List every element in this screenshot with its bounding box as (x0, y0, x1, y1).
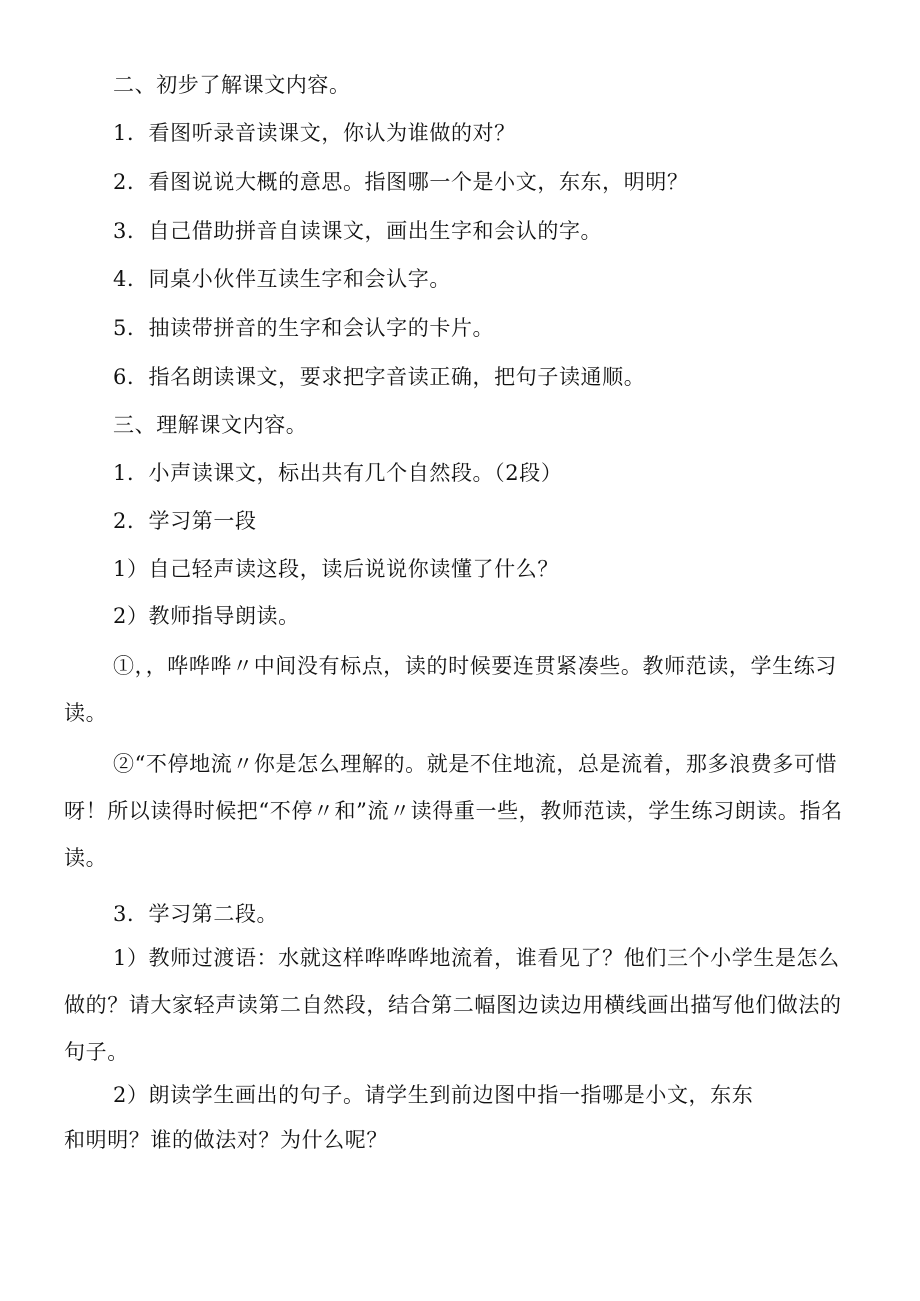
section-heading-3: 三、理解课文内容。 (113, 413, 308, 437)
paragraph-teacher-transition: 1）教师过渡语：水就这样哗哗哗地流着，谁看见了？他们三个小学生是怎么做的？请大家轻声读第二自然段，结合第二幅图边读边用横线画出描写他们做法的句子。 (64, 946, 842, 1064)
list-item-section-3-3: 3．学习第二段。 (113, 902, 279, 926)
list-item-6: 6．指名朗读课文，要求把字音读正确，把句子读通顺。 (113, 365, 646, 389)
paragraph-reading-guidance-2: ②“不停地流〃你是怎么理解的。就是不住地流，总是流着，那多浪费多可惜呀！所以读得时候把“不停〃和”流〃读得重一些，教师范读，学生练习朗读。指名读。 (64, 752, 843, 870)
list-item-2: 2．看图说说大概的意思。指图哪一个是小文，东东，明明？ (113, 170, 689, 194)
list-item-4: 4．同桌小伙伴互读生字和会认字。 (113, 267, 451, 291)
list-item-1: 1．看图听录音读课文，你认为谁做的对？ (113, 121, 516, 145)
sub-item-2: 2）教师指导朗读。 (113, 604, 300, 628)
paragraph-reading-guidance-1: ①，，哗哗哗〃中间没有标点，读的时候要连贯紧凑些。教师范读，学生练习读。 (64, 654, 837, 725)
section-heading-2: 二、初步了解课文内容。 (113, 73, 351, 97)
list-item-3: 3．自己借助拼音自读课文，画出生字和会认的字。 (113, 219, 603, 243)
paragraph-read-sentences-line-2: 和明明？谁的做法对？为什么呢？ (64, 1128, 388, 1152)
list-item-section-3-1: 1．小声读课文，标出共有几个自然段。（2段） (113, 461, 563, 485)
paragraph-read-sentences-line-1: 2）朗读学生画出的句子。请学生到前边图中指一指哪是小文，东东 (113, 1083, 754, 1107)
list-item-section-3-2: 2．学习第一段 (113, 509, 257, 533)
sub-item-1: 1）自己轻声读这段，读后说说你读懂了什么？ (113, 557, 559, 581)
list-item-5: 5．抽读带拼音的生字和会认字的卡片。 (113, 316, 495, 340)
